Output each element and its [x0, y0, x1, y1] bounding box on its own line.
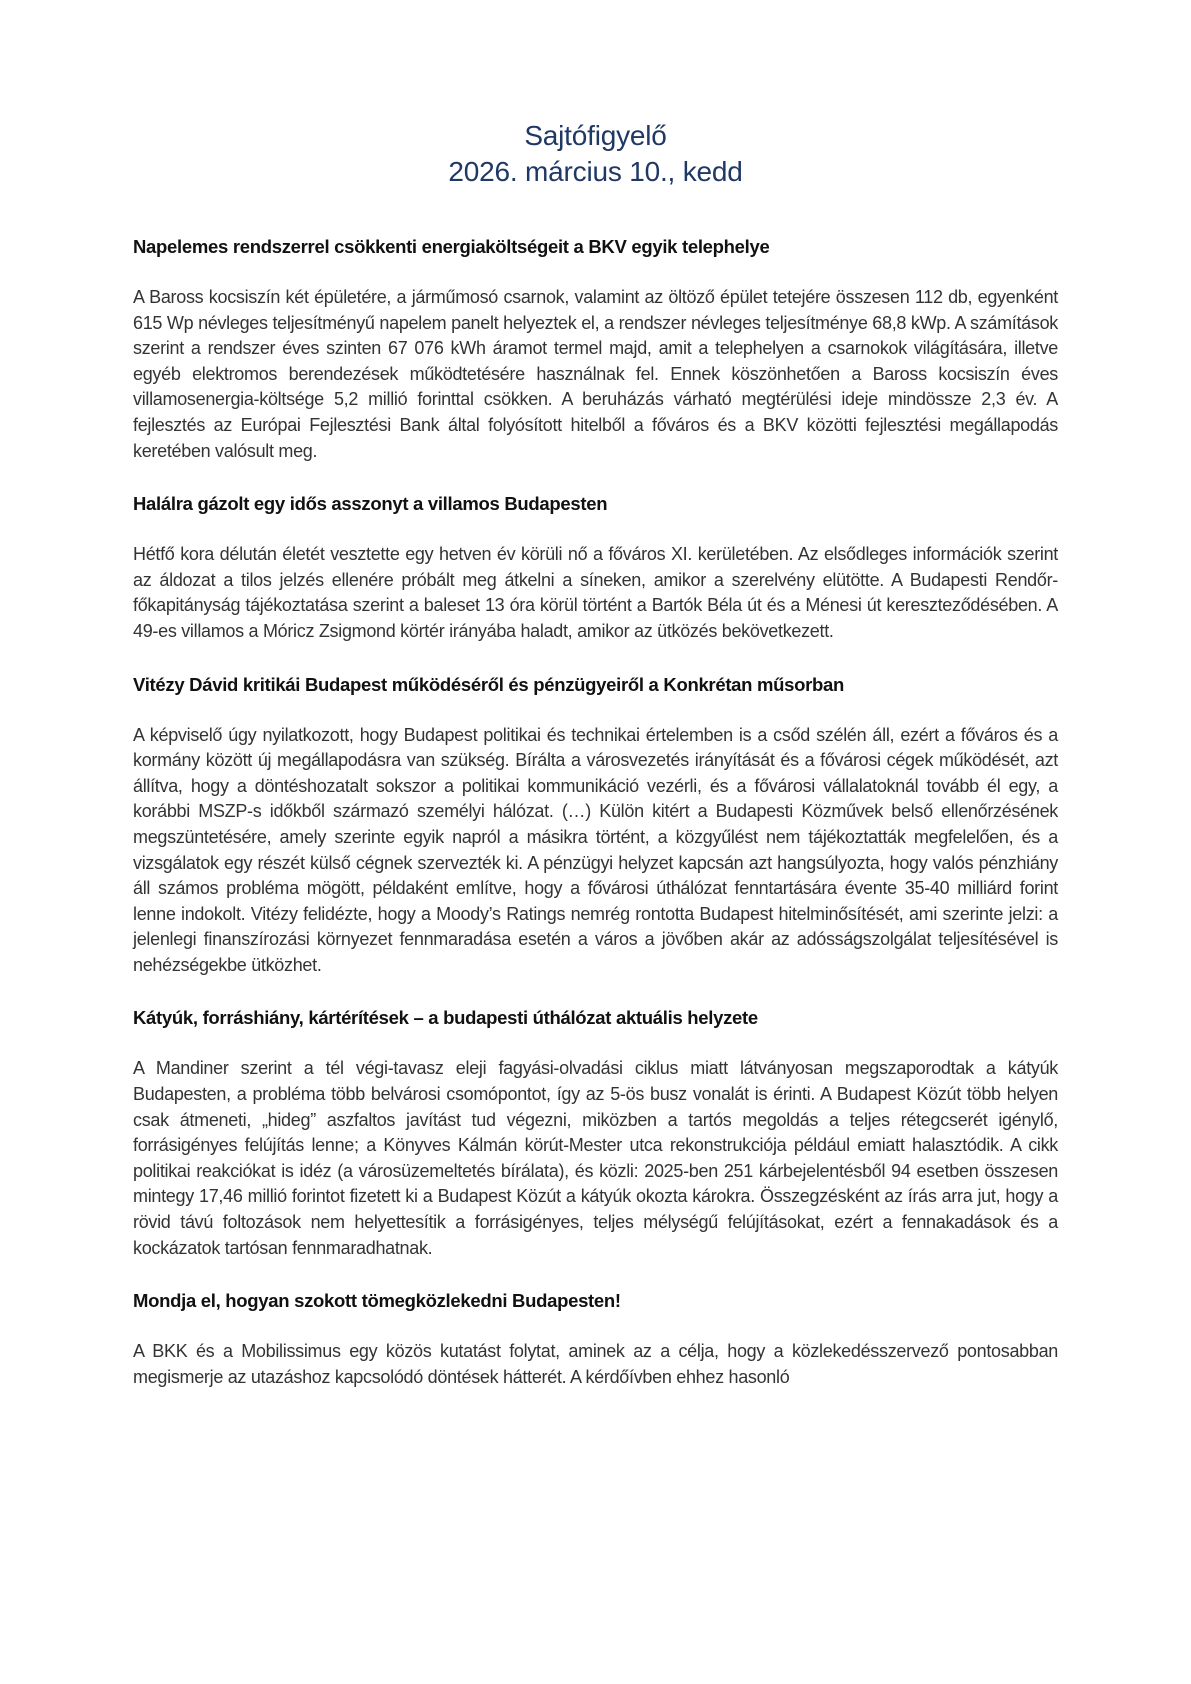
document-title: Sajtófigyelő: [524, 120, 667, 151]
article-section: [133, 491, 1058, 644]
document-header: [133, 118, 1058, 190]
article-body: A Baross kocsiszín két épületére, a járműmosó csarnok, valamint az öltöző épület tetejére összesen 112 db, egyenként 615 Wp névleges teljesítményű napelem panelt helyeztek el, a rendszer névleges teljesítménye 68,8 kWp. A számítások szerint a rendszer éves szinten 67 076 kWh áramot termel majd, amit a telephelyen a csarnokok világítására, illetve egyéb elektromos berendezések működtetésére használnak fel. Ennek köszönhetően a Baross kocsiszín éves villamosenergia-költsége 5,2 millió forinttal csökken. A beruházás várható megtérülési ideje mindössze 2,3 év. A fejlesztés az Európai Fejlesztési Bank által folyósított hitelből a főváros és a BKV közötti fejlesztési megállapodás keretében valósult meg.: [133, 287, 1058, 461]
document-date: 2026. március 10., kedd: [448, 156, 743, 187]
article-heading: Vitézy Dávid kritikái Budapest működéséről és pénzügyeiről a Konkrétan műsorban: [133, 673, 845, 695]
article-body: A képviselő úgy nyilatkozott, hogy Budapest politikai és technikai értelemben is a csőd szélén áll, ezért a főváros és a kormány között új megállapodásra van szükség. Bírálta a városvezetés irányítását és a fővárosi cégek működését, azt állítva, hogy a döntéshozatalt sokszor a politikai kommunikáció vezérli, és a fővárosi vállalatoknál tovább él egy, a korábbi MSZP-s időkből származó személyi hálózat. (…) Külön kitért a Budapesti Közművek belső ellenőrzésének megszüntetésére, amely szerinte egyik napról a másikra történt, a közgyűlést nem tájékoztatták megfelelően, és a vizsgálatok egy részét külső cégnek szervezték ki. A pénzügyi helyzet kapcsán azt hangsúlyozta, hogy valós pénzhiány áll számos probléma mögött, példaként említve, hogy a fővárosi úthálózat fenntartására évente 35-40 milliárd forint lenne indokolt. Vitézy felidézte, hogy a Moody’s Ratings nemrég rontotta Budapest hitelminősítését, ami szerinte jelzi: a jelenlegi finanszírozási környezet fennmaradása esetén a város a jövőben akár az adósságszolgálat teljesítésével is nehézségekbe ütközhet.: [133, 724, 1058, 975]
article-section: [133, 1005, 1058, 1261]
article-heading: Halálra gázolt egy idős asszonyt a villamos Budapesten: [133, 493, 608, 515]
article-body: Hétfő kora délután életét vesztette egy hetven év körüli nő a főváros XI. kerületében. Az elsődleges információk szerint az áldozat a tilos jelzés ellenére próbált meg átkelni a síneken, amikor a szerelvény elütötte. A Budapesti Rendőr-főkapitányság tájékoztatása szerint a baleset 13 óra körül történt a Bartók Béla út és a Ménesi út kereszteződésében. A 49-es villamos a Móricz Zsigmond körtér irányába haladt, amikor az ütközés bekövetkezett.: [133, 544, 1058, 641]
article-section: [133, 1288, 1058, 1390]
article-section: [133, 234, 1058, 464]
article-heading: Kátyúk, forráshiány, kártérítések – a budapesti úthálózat aktuális helyzete: [133, 1007, 758, 1029]
article-heading: Napelemes rendszerrel csökkenti energiaköltségeit a BKV egyik telephelye: [133, 236, 770, 257]
article-section: [133, 672, 1058, 979]
article-body: A BKK és a Mobilissimus egy közös kutatást folytat, aminek az a célja, hogy a közlekedésszervező pontosabban megismerje az utazáshoz kapcsolódó döntések hátterét. A kérdőívben ehhez hasonló: [133, 1341, 1058, 1387]
article-body: A Mandiner szerint a tél végi-tavasz eleji fagyási-olvadási ciklus miatt látványosan megszaporodtak a kátyúk Budapesten, a probléma több belvárosi csomópontot, így az 5-ös busz vonalát is érinti. A Budapest Közút több helyen csak átmeneti, „hideg” aszfaltos javítást tud végezni, miközben a tartós megoldás a teljes rétegcserét igénylő, forrásigényes felújítás lenne; a Könyves Kálmán körút-Mester utca rekonstrukciója például emiatt halasztódik. A cikk politikai reakciókat is idéz (a városüzemeltetés bírálata), és közli: 2025-ben 251 kárbejelentésből 94 esetben összesen mintegy 17,46 millió forintot fizetett ki a Budapest Közút a kátyúk okozta károkra. Összegzésként az írás arra jut, hogy a rövid távú foltozások nem helyettesítik a forrásigényes, teljes mélységű felújításokat, ezért a fennakadások és a kockázatok tartósan fennmaradhatnak.: [133, 1058, 1058, 1258]
article-heading: Mondja el, hogyan szokott tömegközlekedni Budapesten!: [133, 1290, 621, 1312]
